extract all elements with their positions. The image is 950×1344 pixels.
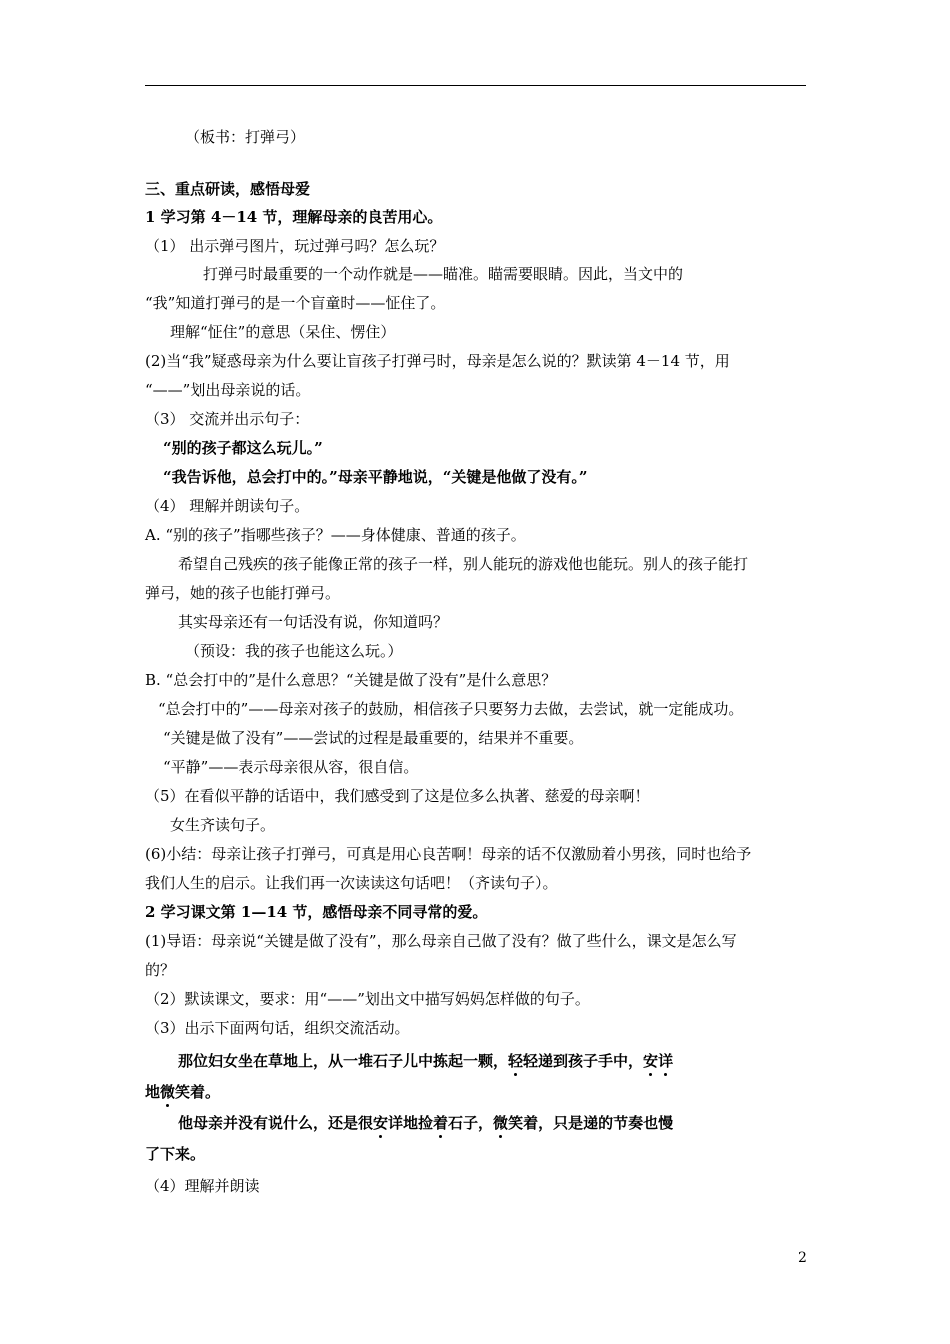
subsection-2-heading: 2 学习课文第 1—14 节，感悟母亲不同寻常的爱。 bbox=[145, 903, 488, 921]
quote-2: “我告诉他，总会打中的。”母亲平静地说，“关键是他做了没有。” bbox=[163, 468, 588, 486]
question-1-a: (1)导语：母亲说“关键是做了没有”，那么母亲自己做了没有？做了些什么，课文是怎么写 bbox=[145, 932, 737, 950]
para-3: （3） 交流并出示句子： bbox=[145, 410, 310, 428]
item-b-3: “关键是做了没有”——尝试的过程是最重要的，结果并不重要。 bbox=[163, 729, 584, 747]
item-a-5: （预设：我的孩子也能这么玩。） bbox=[185, 642, 403, 660]
para-1-b: 打弹弓时最重要的一个动作就是——瞄准。瞄需要眼睛。因此，当文中的 bbox=[203, 265, 684, 283]
header-rule bbox=[145, 85, 806, 86]
sentence-2-line-2: 了下来。 bbox=[145, 1145, 206, 1163]
question-4: （4）理解并朗读 bbox=[145, 1177, 260, 1195]
sentence-1-line-1: 那位妇女坐在草地上，从一堆石子儿中拣起一颗，轻轻递到孩子手中，安详 bbox=[178, 1052, 674, 1070]
sentence-1-line-2: 地微笑着。 bbox=[145, 1083, 221, 1101]
item-a-2: 希望自己残疾的孩子能像正常的孩子一样，别人能玩的游戏他也能玩。别人的孩子能打 bbox=[178, 555, 749, 573]
para-1-c: “我”知道打弹弓的是一个盲童时——怔住了。 bbox=[145, 294, 446, 312]
para-6-a: (6)小结：母亲让孩子打弹弓，可真是用心良苦啊！母亲的话不仅激励着小男孩，同时也给予 bbox=[145, 845, 752, 863]
para-5: （5）在看似平静的话语中，我们感受到了这是位多么执著、慈爱的母亲啊！ bbox=[145, 787, 650, 805]
sentence-2-line-1: 他母亲并没有说什么，还是很安详地捡着石子，微笑着，只是递的节奏也慢 bbox=[178, 1114, 674, 1132]
item-b-4: “平静”——表示母亲很从容，很自信。 bbox=[163, 758, 419, 776]
item-a-4: 其实母亲还有一句话没有说，你知道吗？ bbox=[178, 613, 449, 631]
para-4: （4） 理解并朗读句子。 bbox=[145, 497, 310, 515]
para-5-b: 女生齐读句子。 bbox=[170, 816, 276, 834]
page-number: 2 bbox=[798, 1250, 807, 1266]
section-3-heading: 三、重点研读，感悟母爱 bbox=[145, 180, 311, 198]
question-2: （2）默读课文，要求：用“——”划出文中描写妈妈怎样做的句子。 bbox=[145, 990, 590, 1008]
item-b-2: “总会打中的”——母亲对孩子的鼓励，相信孩子只要努力去做，去尝试，就一定能成功。 bbox=[158, 700, 744, 718]
item-a-1: A. “别的孩子”指哪些孩子？——身体健康、普通的孩子。 bbox=[145, 526, 526, 544]
para-1-d: 理解“怔住”的意思（呆住、愣住） bbox=[170, 323, 396, 341]
item-a-3: 弹弓，她的孩子也能打弹弓。 bbox=[145, 584, 341, 602]
para-1-a: （1） 出示弹弓图片，玩过弹弓吗？怎么玩？ bbox=[145, 237, 445, 255]
board-note: （板书：打弹弓） bbox=[185, 128, 306, 146]
para-6-b: 我们人生的启示。让我们再一次读读这句话吧！（齐读句子）。 bbox=[145, 874, 558, 892]
subsection-1-heading: 1 学习第 4－14 节，理解母亲的良苦用心。 bbox=[145, 208, 443, 226]
quote-1: “别的孩子都这么玩儿。” bbox=[163, 439, 323, 457]
question-3: （3）出示下面两句话，组织交流活动。 bbox=[145, 1019, 410, 1037]
item-b-1: B. “总会打中的”是什么意思？“关键是做了没有”是什么意思？ bbox=[145, 671, 557, 689]
question-1-b: 的？ bbox=[145, 961, 176, 979]
para-2-a: (2)当“我”疑惑母亲为什么要让盲孩子打弹弓时，母亲是怎么说的？默读第 4－14 节，用 bbox=[145, 352, 730, 370]
para-2-b: “——”划出母亲说的话。 bbox=[145, 381, 311, 399]
